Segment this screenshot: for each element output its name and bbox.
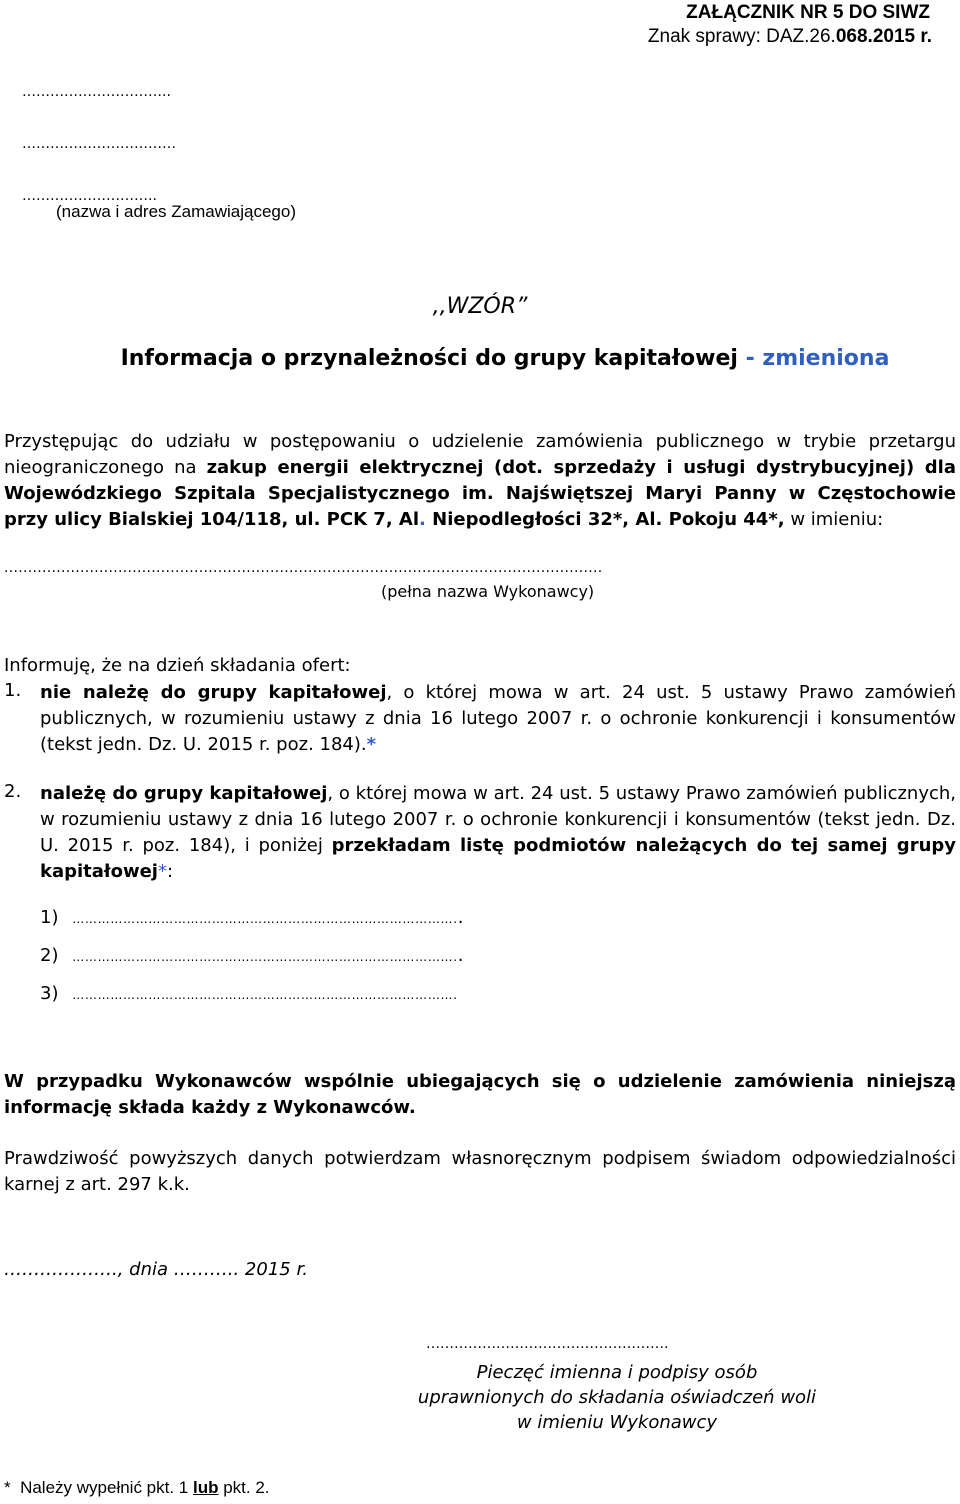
contractor-dots: ..............................................................................................................................: [4, 560, 603, 576]
item-2-text: [40, 781, 956, 885]
case-prefix: Znak sprawy: DAZ.26.: [647, 26, 836, 47]
footnote-end: pkt. 2.: [218, 1478, 270, 1497]
template-label: ,,WZÓR”: [432, 294, 528, 319]
item-1-text: [40, 680, 956, 758]
footnote: [4, 1478, 270, 1498]
title-main: Informacja o przynależności do grupy kapitałowej: [120, 346, 738, 371]
list-item: [40, 945, 463, 966]
signature-caption-line-3: w imieniu Wykonawcy: [516, 1412, 718, 1433]
list-item-end: .: [457, 907, 464, 928]
intro-paragraph: [4, 429, 956, 533]
intro-text-2: w imieniu:: [784, 509, 884, 530]
item-1-number: 1.: [4, 680, 22, 701]
annex-label: ZAŁĄCZNIK NR 5 DO SIWZ: [686, 2, 930, 23]
signature-caption: [402, 1360, 832, 1435]
orderer-line-2: ……………………………: [22, 136, 176, 152]
orderer-line-3: ………………………..: [22, 188, 157, 204]
item-1-body: , o której mowa w art. 24 ust. 5 ustawy Prawo zamówień publicznych, w rozumieniu ustawy z dnia 16 lutego 2007 r. o ochronie konkurencji i konsumentów (tekst jedn. Dz. U. 2015 r. poz. 184).: [40, 682, 956, 755]
signature-caption-line-1: Pieczęć imienna i podpisy osób: [476, 1362, 758, 1383]
footnote-star: *: [4, 1478, 11, 1497]
title-suffix: - zmieniona: [737, 346, 890, 371]
item-1-star: *: [366, 734, 377, 755]
item-2-star: *: [157, 861, 167, 882]
item-2-number: 2.: [4, 781, 22, 802]
item-2-colon: :: [166, 861, 174, 882]
item-2-bold: należę do grupy kapitałowej: [40, 783, 328, 804]
date-line: ………………., dnia ……….. 2015 r.: [4, 1259, 308, 1280]
list-item: [40, 983, 458, 1004]
inform-line: Informuję, że na dzień składania ofert:: [4, 655, 351, 676]
item-1-bold: nie należę do grupy kapitałowej: [40, 682, 387, 703]
list-item-dots: ……………………………………………………………………………….: [72, 912, 458, 926]
list-item-dots: ……………………………………………………………………………….: [72, 950, 458, 964]
list-item-number: 2): [40, 945, 59, 966]
list-item: [40, 907, 463, 928]
footnote-lub: lub: [192, 1478, 219, 1497]
item-2-list-instruction: przekładam listę podmiotów należących do tej samej grupy kapitałowej: [40, 835, 956, 882]
truth-statement: Prawdziwość powyższych danych potwierdzam własnoręcznym podpisem świadom odpowiedzialności karnej z art. 297 k.k.: [4, 1148, 956, 1195]
case-number: [648, 26, 932, 48]
footnote-text: Należy wypełnić pkt. 1: [10, 1478, 193, 1497]
list-item-number: 3): [40, 983, 59, 1004]
signature-dots: …………………………………………….: [426, 1336, 669, 1352]
case-number-bold: 068.2015 r.: [835, 26, 932, 47]
consortium-note: W przypadku Wykonawców wspólnie ubiegających się o udzielenie zamówienia niniejszą informację składa każdy z Wykonawców.: [4, 1071, 956, 1118]
intro-dot: .: [419, 509, 426, 530]
orderer-line-1: …………………………..: [22, 84, 171, 100]
document-title: [0, 346, 960, 371]
orderer-caption: (nazwa i adres Zamawiającego): [56, 202, 296, 221]
contractor-caption: (pełna nazwa Wykonawcy): [381, 582, 595, 601]
intro-text-1: Przystępując do udziału w postępowaniu o udzielenie zamówienia publicznego w trybie przetargu nieograniczonego na: [4, 431, 956, 478]
list-item-dots: ……………………………………………………………………………….: [72, 988, 458, 1002]
signature-caption-line-2: uprawnionych do składania oświadczeń woli: [417, 1387, 817, 1408]
intro-addresses: Niepodległości 32*, Al. Pokoju 44*,: [425, 509, 785, 530]
list-item-number: 1): [40, 907, 59, 928]
item-2-body: , o której mowa w art. 24 ust. 5 ustawy Prawo zamówień publicznych, w rozumieniu ustawy z dnia 16 lutego 2007 r. o ochronie konkurencji i konsumentów (tekst jedn. Dz. U. 2015 r. poz. 184), i poniżej: [40, 783, 957, 856]
list-item-end: .: [457, 945, 464, 966]
intro-subject: zakup energii elektrycznej (dot. sprzedaży i usługi dystrybucyjnej) dla Wojewódzkiego Szpitala Specjalistycznego im. Najświętszej Maryi Panny w Częstochowie przy ulicy Bialskiej 104/118, ul. PCK 7, Al: [4, 457, 956, 530]
